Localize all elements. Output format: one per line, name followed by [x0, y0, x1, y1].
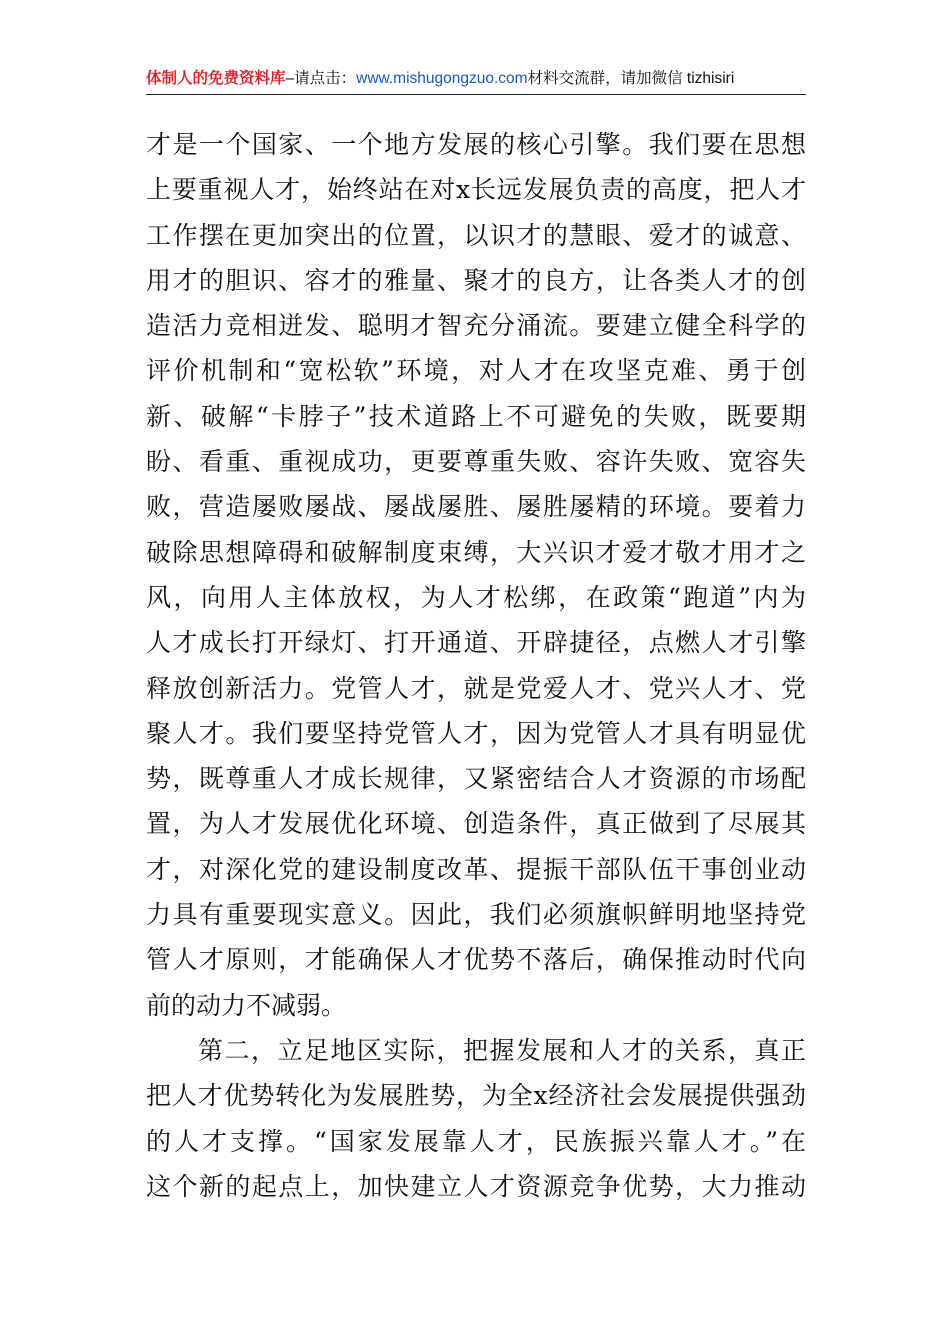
text-line: 力具有重要现实意义。因此，我们必须旗帜鲜明地坚持党: [146, 900, 806, 930]
header-wechat-note: 材料交流群，请加微信 tizhisiri: [527, 70, 735, 87]
text-line: 把人才优势转化为发展胜势，为全x经济社会发展提供强劲: [146, 1081, 806, 1111]
text-line: 管人才原则，才能确保人才优势不落后，确保推动时代向: [146, 945, 806, 975]
text-line: 造活力竞相迸发、聪明才智充分涌流。要建立健全科学的: [146, 311, 806, 341]
header-library-name: 体制人的免费资料库: [146, 70, 286, 87]
text-line: 上要重视人才，始终站在对x长远发展负责的高度，把人才: [146, 175, 806, 205]
paragraph-end-line: 前的动力不减弱。: [146, 990, 347, 1020]
text-line: 的人才支撑。“国家发展靠人才，民族振兴靠人才。”在: [146, 1126, 806, 1156]
text-line: 风，向用人主体放权，为人才松绑，在政策“跑道”内为: [146, 582, 806, 612]
text-line: 才，对深化党的建设制度改革、提振干部队伍干事创业动: [146, 854, 806, 884]
text-line: 聚人才。我们要坚持党管人才，因为党管人才具有明显优: [146, 718, 806, 748]
text-line: 盼、看重、重视成功，更要尊重失败、容许失败、宽容失: [146, 447, 806, 477]
text-line: 新、破解“卡脖子”技术道路上不可避免的失败，既要期: [146, 401, 806, 431]
text-line: 用才的胆识、容才的雅量、聚才的良方，让各类人才的创: [146, 265, 806, 295]
page-header: [146, 64, 806, 95]
text-line: 释放创新活力。党管人才，就是党爱人才、党兴人才、党: [146, 673, 806, 703]
text-line: 势，既尊重人才成长规律，又紧密结合人才资源的市场配: [146, 764, 806, 794]
paragraph-start-line: 第二，立足地区实际，把握发展和人才的关系，真正: [198, 1035, 806, 1065]
text-line: 败，营造屡败屡战、屡战屡胜、屡胜屡精的环境。要着力: [146, 492, 806, 522]
header-url-link[interactable]: www.mishugongzuo.com: [356, 70, 528, 87]
text-line: 这个新的起点上，加快建立人才资源竞争优势，大力推动: [146, 1171, 806, 1201]
text-line: 人才成长打开绿灯、打开通道、开辟捷径，点燃人才引擎: [146, 628, 806, 658]
text-line: 破除思想障碍和破解制度束缚，大兴识才爱才敬才用才之: [146, 537, 806, 567]
document-body: [146, 122, 806, 1209]
text-line: 才是一个国家、一个地方发展的核心引擎。我们要在思想: [146, 130, 806, 159]
text-line: 评价机制和“宽松软”环境，对人才在攻坚克难、勇于创: [146, 356, 806, 386]
text-line: 工作摆在更加突出的位置，以识才的慧眼、爱才的诚意、: [146, 220, 806, 250]
text-line: 置，为人才发展优化环境、创造条件，真正做到了尽展其: [146, 809, 806, 839]
header-separator: –请点击：: [285, 70, 357, 87]
